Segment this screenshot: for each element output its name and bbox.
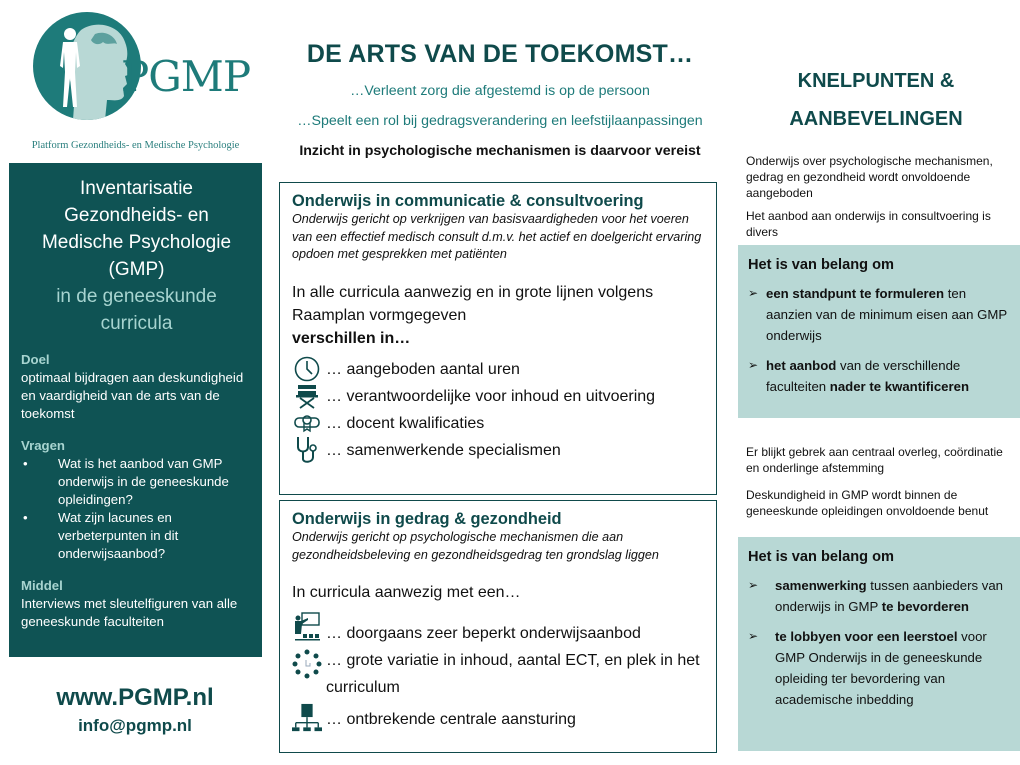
aanbeveling-item [748, 355, 1010, 397]
logo-wordmark: PGMP [121, 52, 251, 101]
doel-text: optimaal bijdragen aan deskundigheid en vaardigheid van de arts van de toekomst [21, 370, 244, 421]
vragen-heading: Vragen [21, 438, 65, 453]
middel-text: Interviews met sleutelfiguren van alle geneeskunde faculteiten [21, 596, 238, 629]
list-item [292, 356, 704, 383]
logo-subtitle: Platform Gezondheids- en Medische Psychologie [31, 140, 240, 151]
item-bold: samenwerking [775, 578, 867, 593]
header-line-2: …Speelt een rol bij gedragsverandering en leefstijlaanpassingen [297, 113, 703, 129]
aanbeveling-item [748, 283, 1010, 346]
diploma-icon [292, 410, 322, 437]
header-line-1: …Verleent zorg die afgestemd is op de persoon [350, 83, 650, 99]
panel-title-line: Gezondheids- en [64, 205, 209, 226]
vragen-section [21, 437, 252, 563]
item-label: … samenwerkende specialismen [326, 441, 561, 459]
item-bold: het aanbod [766, 358, 837, 373]
aanbeveling-box [738, 245, 1020, 418]
doel-section [21, 351, 252, 423]
vraag-item: • Wat zijn lacunes en verbeterpunten in dit onderwijsaanbod? [21, 509, 252, 563]
panel-title-line: (GMP) [108, 259, 165, 280]
item-label: … ontbrekende centrale aansturing [326, 711, 576, 728]
pgmp-logo [28, 10, 251, 155]
dots-circle-icon [292, 647, 322, 681]
panel-title-line: Inventarisatie [79, 178, 193, 199]
list-item [292, 410, 704, 437]
communicatie-title: Onderwijs in communicatie & consultvoering [292, 192, 644, 210]
inventory-panel [9, 163, 262, 657]
gedrag-title: Onderwijs in gedrag & gezondheid [292, 510, 562, 528]
item-text: tussen aanbieders van onderwijs in GMP [775, 578, 1003, 614]
panel-title-line: Medische Psychologie [41, 232, 232, 253]
website-link[interactable]: www.PGMP.nl [56, 684, 214, 711]
gedrag-description: Onderwijs gericht op psychologische mechanismen die aan gezondheidsbeleving en gezondheidsgedrag ten grondslag liggen [292, 530, 659, 562]
knelpunt-text: Het aanbod aan onderwijs in consultvoering is divers [746, 209, 991, 239]
communicatie-body-text: In alle curricula aanwezig en in grote lijnen volgens Raamplan vormgegeven [292, 283, 654, 324]
item-text: ten aanzien van de minimum eisen aan GMP onderwijs [766, 286, 1007, 343]
org-chart-icon [292, 701, 322, 735]
communicatie-items [292, 356, 704, 464]
list-item [292, 647, 704, 701]
item-label: … verantwoordelijke voor inhoud en uitvoering [326, 387, 656, 405]
knelpunten-title-line: AANBEVELINGEN [789, 108, 963, 130]
knelpunt-text: Er blijkt gebrek aan centraal overleg, coördinatie en onderlinge afstemming [746, 445, 1003, 475]
item-bold: te lobbyen voor een leerstoel [775, 629, 958, 644]
aanbeveling-heading: Het is van belang om [748, 549, 894, 565]
list-item [292, 383, 704, 410]
arrow-bullet-icon: ➢ [748, 286, 759, 300]
director-chair-icon [292, 383, 322, 410]
item-text: van de verschillende faculteiten [766, 358, 961, 394]
knelpunten-title [740, 62, 1012, 138]
arrow-bullet-icon: ➢ [748, 629, 759, 643]
aanbeveling-box [738, 537, 1020, 751]
item-text: voor GMP Onderwijs in de geneeskunde opleiding ter bevordering van academische inbedding [775, 629, 987, 707]
gedrag-box [279, 500, 717, 753]
knelpunt-text: Onderwijs over psychologische mechanismen, gedrag en gezondheid wordt onvoldoende aangeboden [746, 154, 993, 200]
vraag-item: • Wat is het aanbod van GMP onderwijs in de geneeskunde opleidingen? [21, 455, 252, 509]
page-title: DE ARTS VAN DE TOEKOMST… [306, 40, 694, 68]
arrow-bullet-icon: ➢ [748, 578, 759, 592]
item-bold: een standpunt te formuleren [766, 286, 945, 301]
panel-subtitle-line: in de geneeskunde [56, 286, 217, 307]
item-label: … aangeboden aantal uren [326, 360, 520, 378]
panel-subtitle-line: curricula [100, 313, 173, 334]
communicatie-description: Onderwijs gericht op verkrijgen van basisvaardigheden voor het voeren van een effectief medisch consult d.m.v. het actief en doelgericht ervaring opdoen met gesprekken met patiënten [292, 212, 702, 261]
doel-heading: Doel [21, 352, 50, 367]
aanbeveling-list [748, 283, 1010, 397]
clock-icon [292, 356, 322, 383]
header-line-3: Inzicht in psychologische mechanismen is daarvoor vereist [299, 143, 701, 159]
item-bold: nader te kwantificeren [829, 379, 970, 394]
aanbeveling-item [748, 575, 1010, 617]
stethoscope-icon [292, 437, 322, 464]
knelpunt-text: Deskundigheid in GMP wordt binnen de geneeskunde opleidingen onvoldoende benut [746, 488, 989, 518]
list-item [292, 701, 704, 735]
aanbeveling-list [748, 575, 1010, 710]
arrow-bullet-icon: ➢ [748, 358, 759, 372]
contact-block [0, 684, 270, 738]
communicatie-body-bold: verschillen in… [292, 329, 411, 347]
middel-section [21, 577, 252, 631]
gedrag-items [292, 610, 704, 735]
item-label: … grote variatie in inhoud, aantal ECT, en plek in het curriculum [326, 652, 700, 696]
item-bold: te bevorderen [881, 599, 969, 614]
communicatie-box [279, 182, 717, 495]
gedrag-body: In curricula aanwezig met een… [292, 584, 521, 601]
aanbeveling-heading: Het is van belang om [748, 257, 894, 273]
middel-heading: Middel [21, 578, 63, 593]
list-item [292, 610, 704, 647]
teacher-classroom-icon [292, 610, 322, 644]
knelpunten-title-line: KNELPUNTEN & [797, 70, 955, 92]
communicatie-body [292, 281, 704, 350]
item-label: … doorgaans zeer beperkt onderwijsaanbod [326, 625, 641, 642]
panel-title [21, 175, 252, 337]
list-item [292, 437, 704, 464]
vragen-list [21, 455, 252, 563]
email-link[interactable]: info@pgmp.nl [78, 716, 192, 735]
item-label: … docent kwalificaties [326, 414, 485, 432]
aanbeveling-item [748, 626, 1010, 710]
